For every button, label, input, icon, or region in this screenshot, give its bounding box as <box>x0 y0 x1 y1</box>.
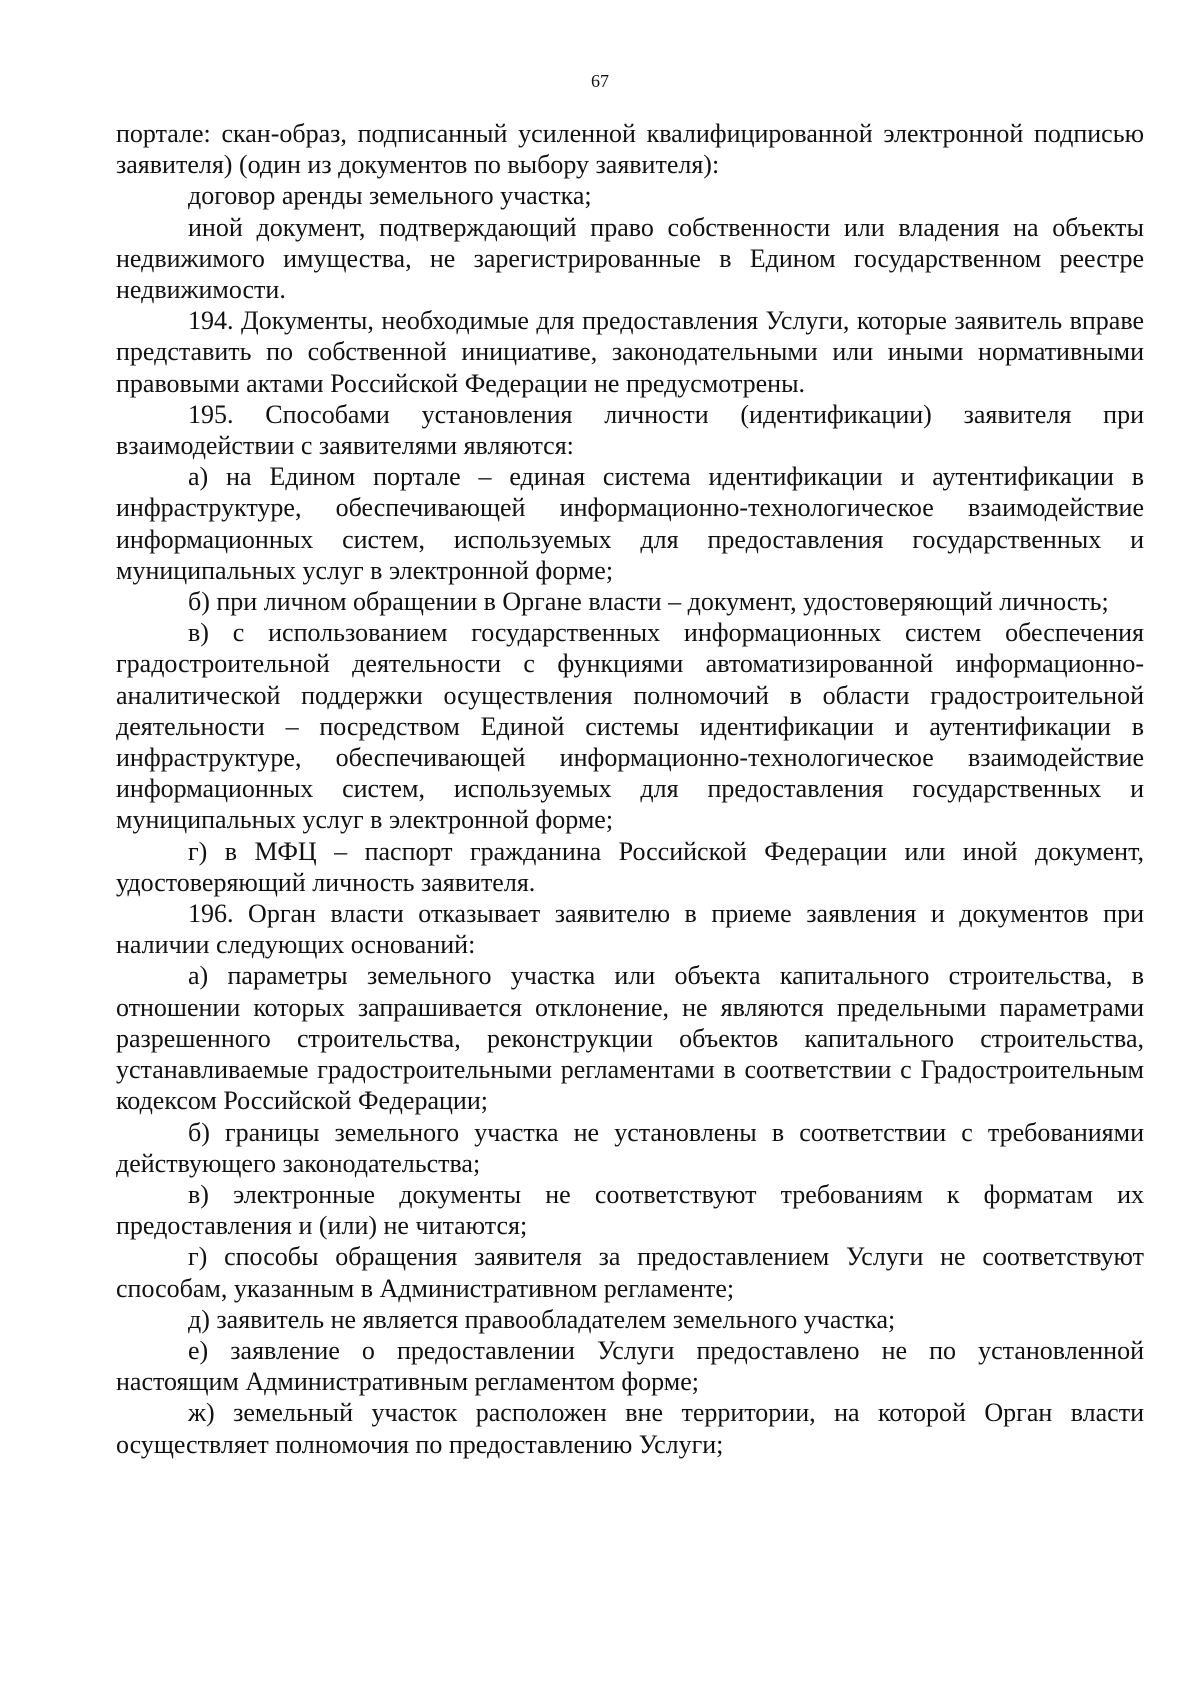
paragraph-195-b: б) при личном обращении в Органе власти – документ, удостоверяющий личность; <box>188 587 1109 617</box>
paragraph-196-d: д) заявитель не является правообладателем земельного участка; <box>188 1304 896 1334</box>
paragraph-196-e: е) заявление о предоставлении Услуги предоставлено не по установленной настоящим Административным регламентом форме; <box>116 1335 1144 1397</box>
paragraph-continuation: портале: скан-образ, подписанный усиленной квалифицированной электронной подписью заявителя) (один из документов по выбору заявителя): <box>116 119 1144 180</box>
paragraph-196-g: г) способы обращения заявителя за предоставлением Услуги не соответствуют способам, указанным в Административном регламенте; <box>116 1242 1144 1303</box>
paragraph-lease-agreement: договор аренды земельного участка; <box>188 181 592 211</box>
paragraph-195: 195. Способами установления личности (идентификации) заявителя при взаимодействии с заявителями являются: <box>116 399 1144 461</box>
paragraph-195-g: г) в МФЦ – паспорт гражданина Российской Федерации или иной документ, удостоверяющий личность заявителя. <box>116 836 1144 897</box>
paragraph-195-a: а) на Едином портале – единая система идентификации и аутентификации в инфраструктуре, обеспечивающей информационно-технологическое взаимодействие информационных систем, используемых для предоставления государственных и муниципальных услуг в электронной форме; <box>116 462 1144 585</box>
paragraph-194: 194. Документы, необходимые для предоставления Услуги, которые заявитель вправе представить по собственной инициативе, законодательными или иными нормативными правовыми актами Российской Федерации не предусмотрены. <box>116 306 1144 398</box>
document-body <box>116 118 1144 1460</box>
page-number: 67 <box>591 71 609 91</box>
paragraph-196-v: в) электронные документы не соответствуют требованиям к форматам их предоставления и (или) не читаются; <box>116 1179 1144 1241</box>
paragraph-196-a: а) параметры земельного участка или объекта капитального строительства, в отношении которых запрашивается отклонение, не являются предельными параметрами разрешенного строительства, реконструкции объектов капитального строительства, устанавливаемые градостроительными регламентами в соответствии с Градостроительным кодексом Российской Федерации; <box>116 961 1144 1116</box>
paragraph-other-document: иной документ, подтверждающий право собственности или владения на объекты недвижимого имущества, не зарегистрированные в Едином государственном реестре недвижимости. <box>116 212 1144 305</box>
paragraph-196-b: б) границы земельного участка не установлены в соответствии с требованиями действующего законодательства; <box>116 1117 1144 1178</box>
paragraph-196: 196. Орган власти отказывает заявителю в приеме заявления и документов при наличии следующих оснований: <box>116 899 1144 960</box>
paragraph-195-v: в) с использованием государственных информационных систем обеспечения градостроительной деятельности с функциями автоматизированной информационно-аналитической поддержки осуществления полномочий в области градостроительной деятельности – посредством Единой системы идентификации и аутентификации в инфраструктуре, обеспечивающей информационно-технологическое взаимодействие информационных систем, используемых для предоставления государственных и муниципальных услуг в электронной форме; <box>116 618 1144 835</box>
paragraph-196-zh: ж) земельный участок расположен вне территории, на которой Орган власти осуществляет полномочия по предоставлению Услуги; <box>116 1398 1144 1459</box>
